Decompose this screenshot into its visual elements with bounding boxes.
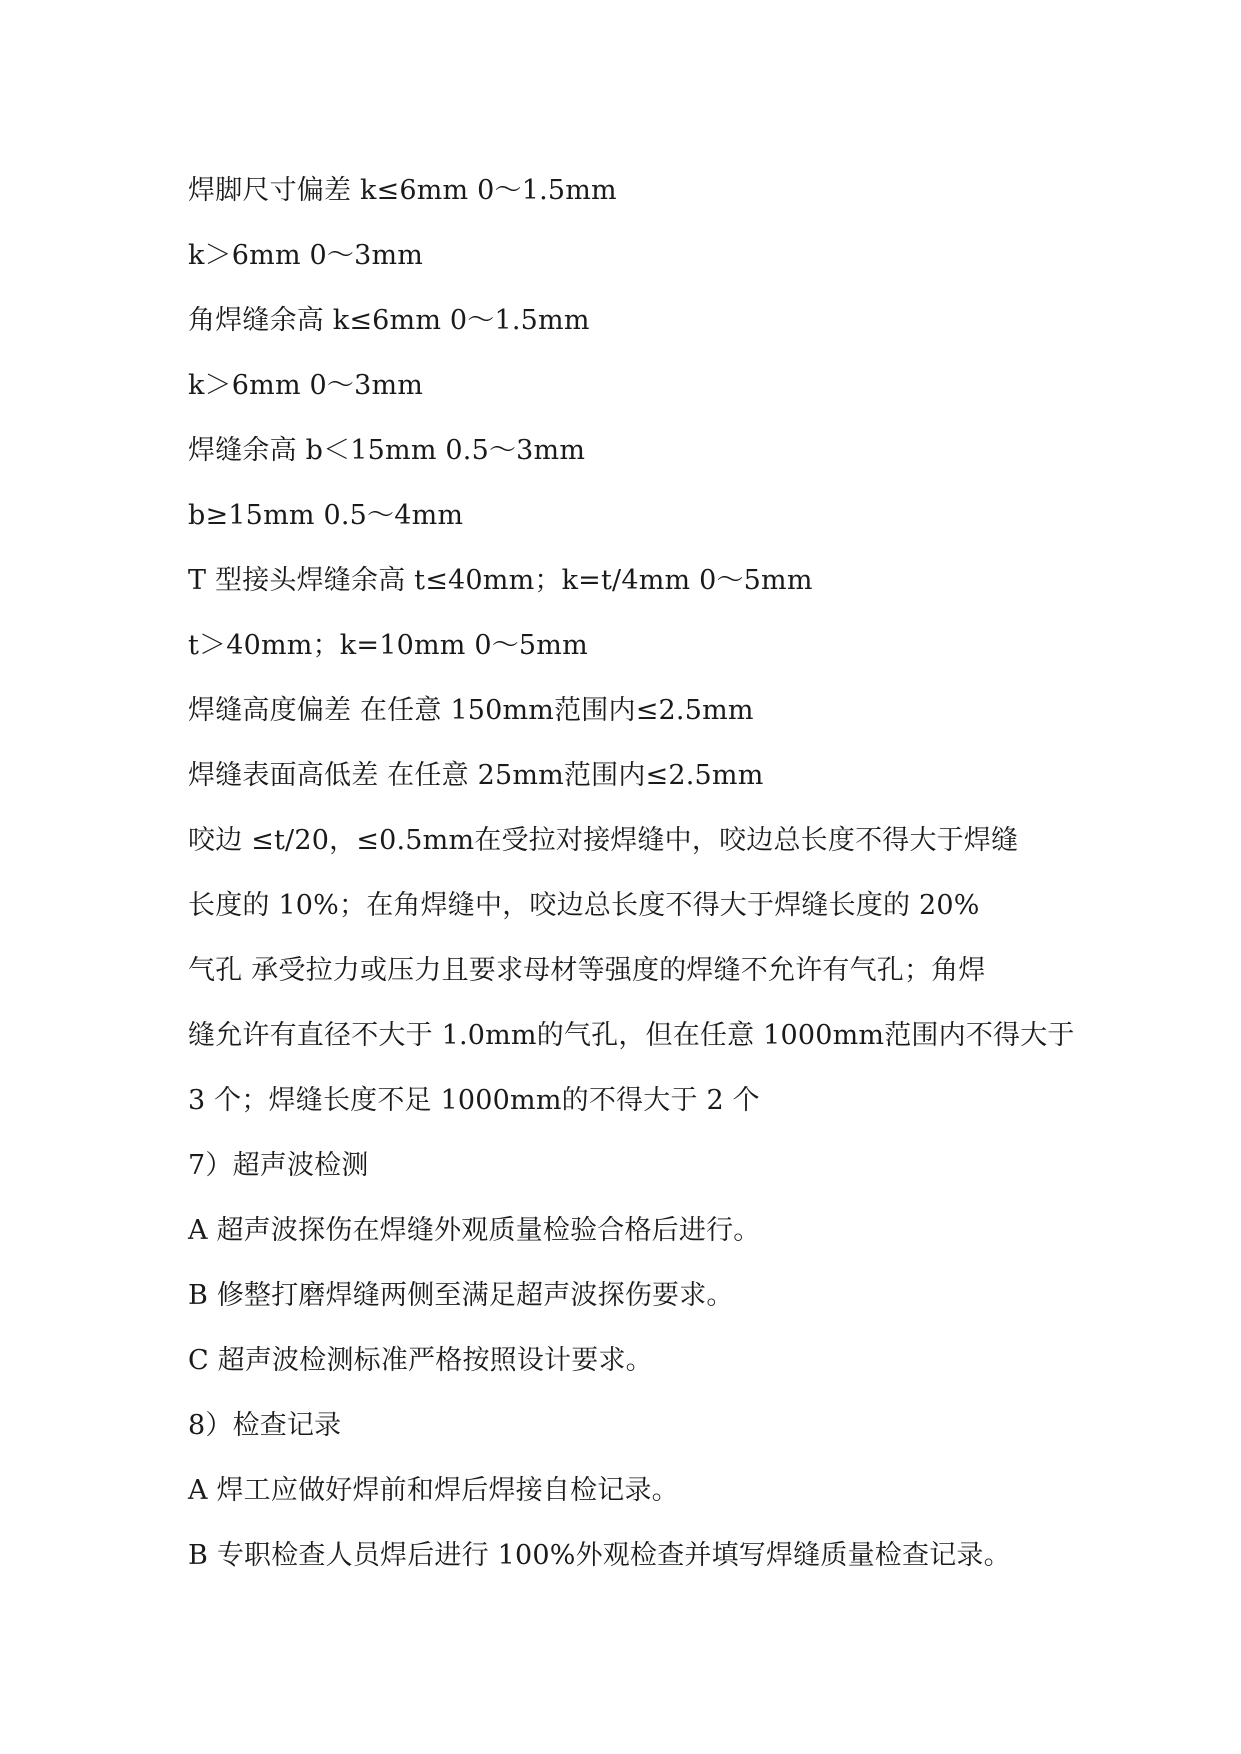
text-line-records-b: B 专职检查人员焊后进行 100%外观检查并填写焊缝质量检查记录。 bbox=[188, 1540, 1011, 1571]
text-line-fillet-leg-deviation-large: k＞6mm 0～3mm bbox=[188, 240, 424, 271]
text-line-weld-reinforcement-wide: b≥15mm 0.5～4mm bbox=[188, 500, 464, 531]
text-line-weld-reinforcement: 焊缝余高 b＜15mm 0.5～3mm bbox=[188, 435, 586, 466]
text-line-weld-height-deviation: 焊缝高度偏差 在任意 150mm范围内≤2.5mm bbox=[188, 695, 754, 726]
text-line-porosity-continued: 缝允许有直径不大于 1.0mm的气孔，但在任意 1000mm范围内不得大于 bbox=[188, 1020, 1075, 1051]
text-line-t-joint-reinforcement: T 型接头焊缝余高 t≤40mm；k=t/4mm 0～5mm bbox=[188, 565, 813, 596]
text-line-porosity-end: 3 个；焊缝长度不足 1000mm的不得大于 2 个 bbox=[188, 1085, 760, 1116]
text-line-undercut: 咬边 ≤t/20，≤0.5mm在受拉对接焊缝中，咬边总长度不得大于焊缝 bbox=[188, 825, 1019, 856]
text-line-fillet-reinforcement: 角焊缝余高 k≤6mm 0～1.5mm bbox=[188, 305, 590, 336]
text-line-records-a: A 焊工应做好焊前和焊后焊接自检记录。 bbox=[188, 1475, 679, 1506]
text-line-t-joint-reinforcement-thick: t＞40mm；k=10mm 0～5mm bbox=[188, 630, 588, 661]
text-line-undercut-continued: 长度的 10%；在角焊缝中，咬边总长度不得大于焊缝长度的 20% bbox=[188, 890, 980, 921]
page-body bbox=[188, 158, 1088, 1588]
text-line-ultrasonic-c: C 超声波检测标准严格按照设计要求。 bbox=[188, 1345, 653, 1376]
text-line-fillet-leg-deviation: 焊脚尺寸偏差 k≤6mm 0～1.5mm bbox=[188, 175, 617, 206]
section-heading-ultrasonic: 7）超声波检测 bbox=[188, 1150, 369, 1181]
text-line-surface-height-difference: 焊缝表面高低差 在任意 25mm范围内≤2.5mm bbox=[188, 760, 764, 791]
text-line-porosity: 气孔 承受拉力或压力且要求母材等强度的焊缝不允许有气孔；角焊 bbox=[188, 955, 986, 986]
section-heading-inspection-records: 8）检查记录 bbox=[188, 1410, 342, 1441]
text-line-ultrasonic-a: A 超声波探伤在焊缝外观质量检验合格后进行。 bbox=[188, 1215, 761, 1246]
text-line-fillet-reinforcement-large: k＞6mm 0～3mm bbox=[188, 370, 424, 401]
text-line-ultrasonic-b: B 修整打磨焊缝两侧至满足超声波探伤要求。 bbox=[188, 1280, 734, 1311]
